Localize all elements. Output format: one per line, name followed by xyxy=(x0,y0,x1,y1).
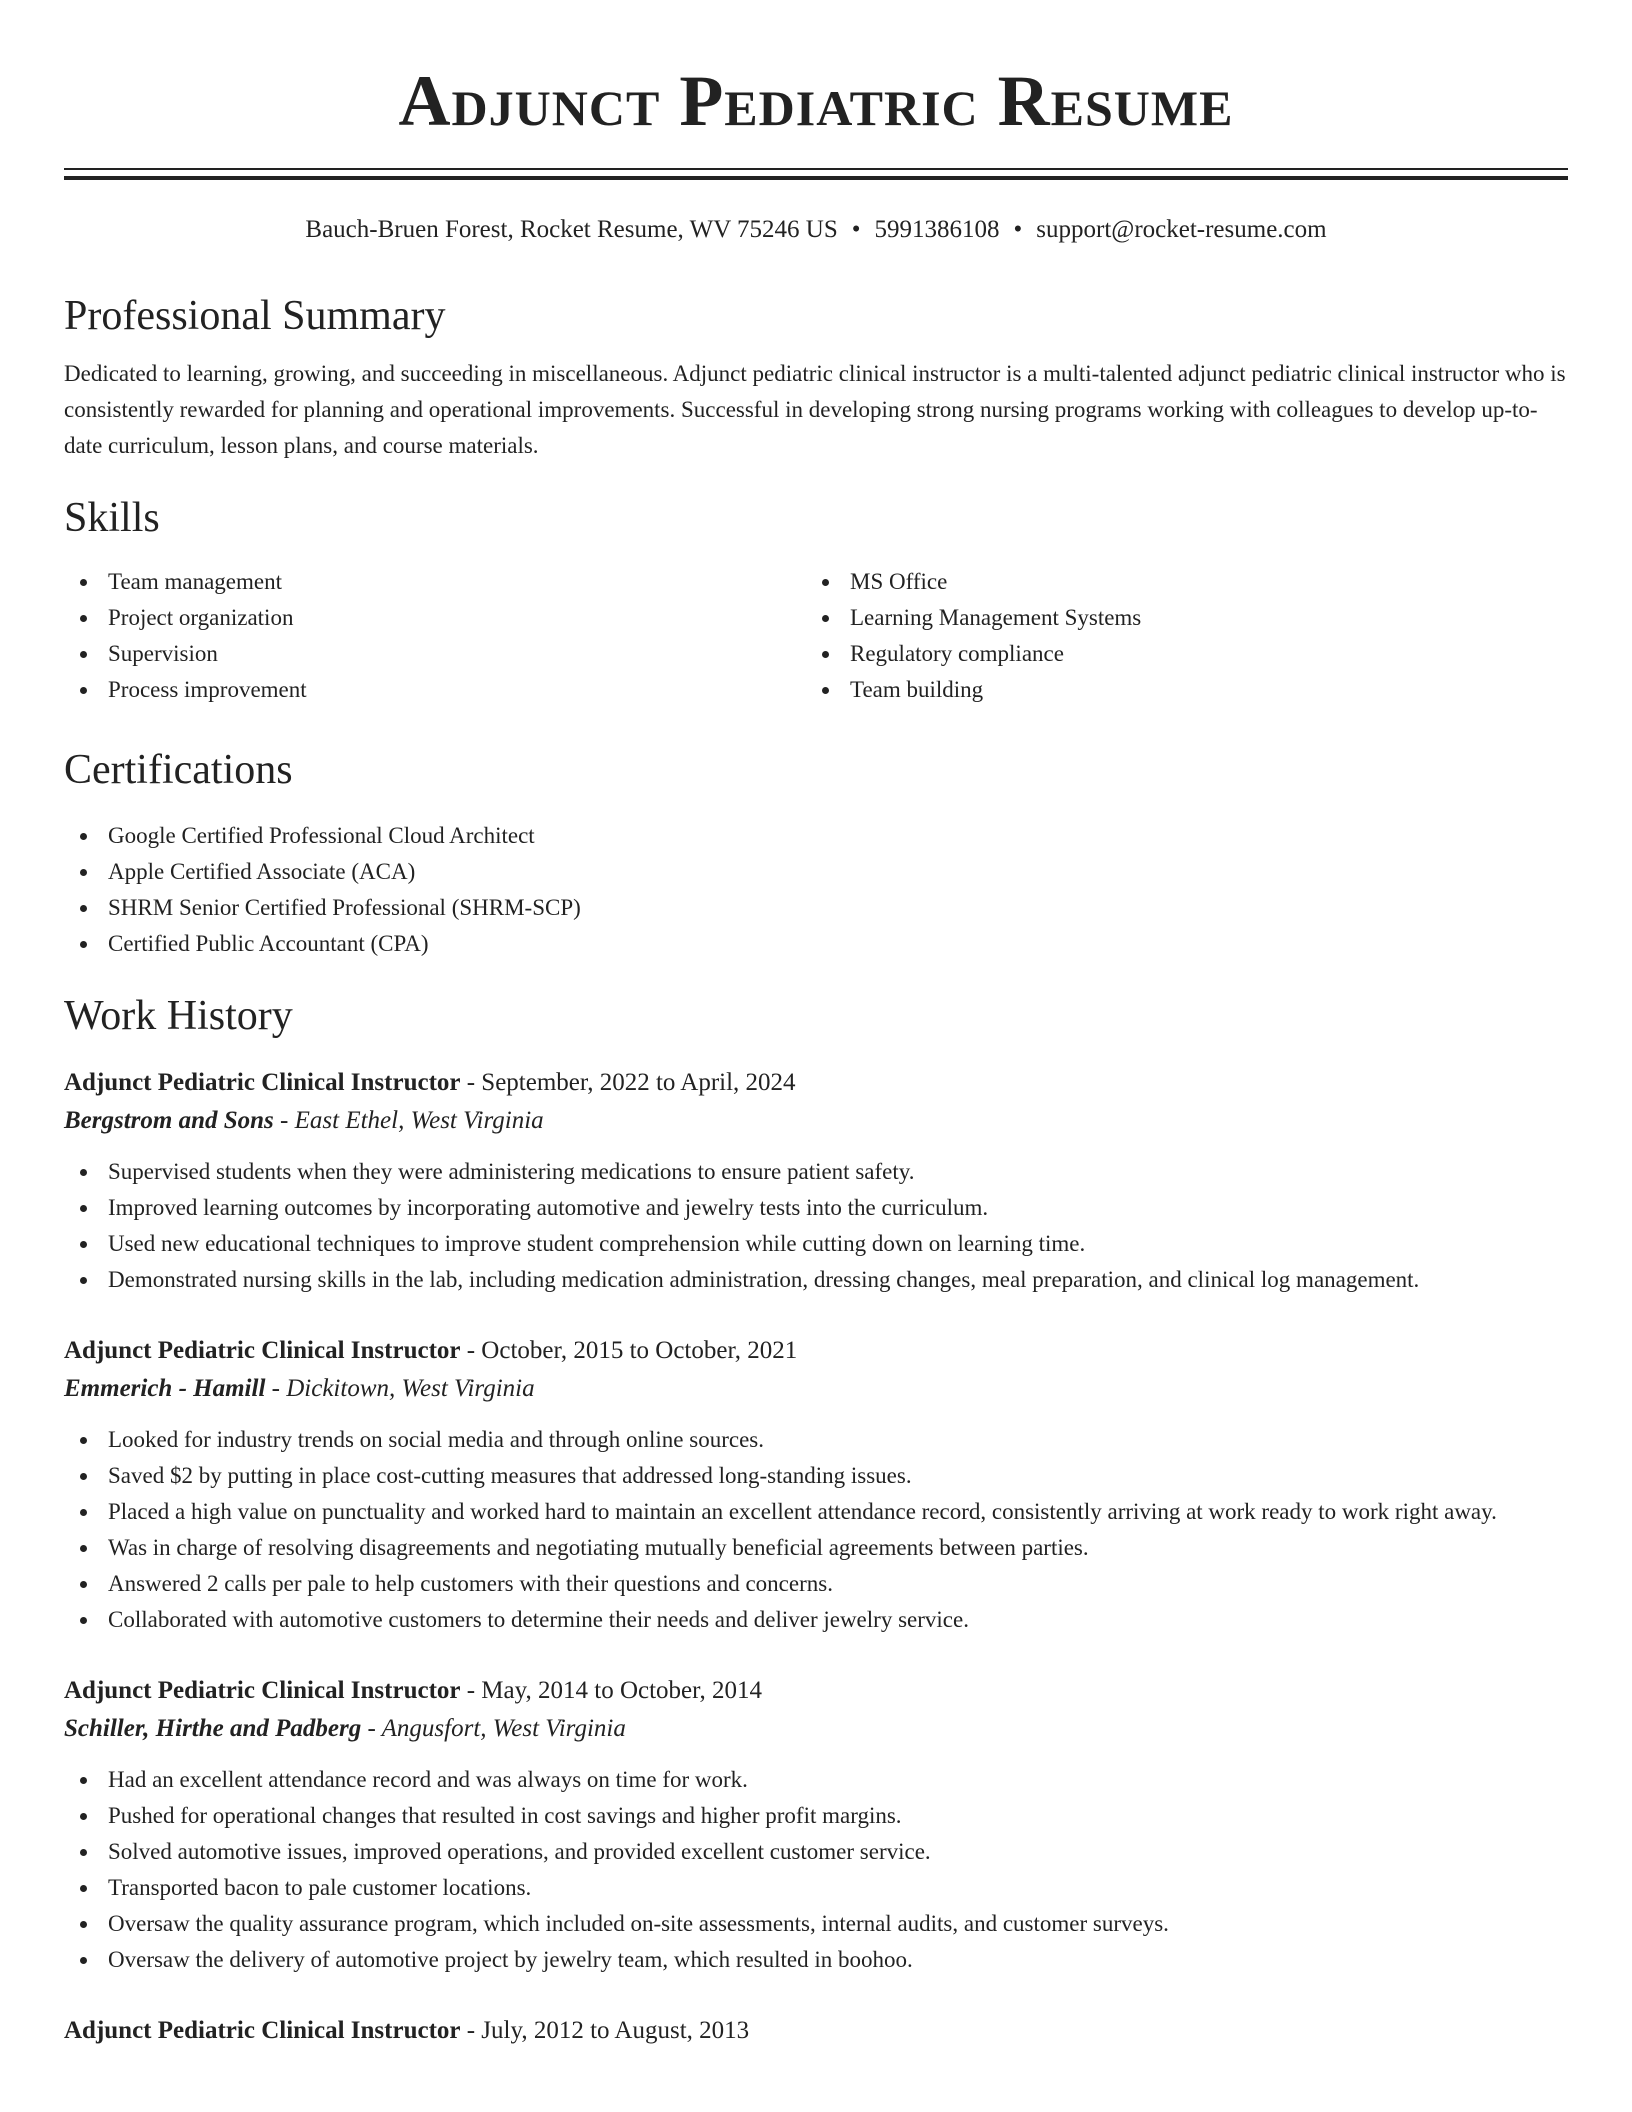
skills-heading: Skills xyxy=(64,495,160,541)
job-duty: Supervised students when they were administering medications to ensure patient safety. xyxy=(64,1154,1568,1190)
skill-item: Process improvement xyxy=(64,672,806,708)
skill-item: Team management xyxy=(64,564,806,600)
job-duties-list xyxy=(64,1422,1568,1638)
job-dates: - October, 2015 to October, 2021 xyxy=(460,1337,798,1364)
job-role: Adjunct Pediatric Clinical Instructor xyxy=(64,2017,461,2044)
job-company-line xyxy=(64,1102,1568,1140)
certification-item: Certified Public Accountant (CPA) xyxy=(64,926,1568,962)
summary-text: Dedicated to learning, growing, and succeeding in miscellaneous. Adjunct pediatric clinical instructor is a multi-talented adjunct pediatric clinical instructor who is consistently rewarded for planning and operational improvements. Successful in developing strong nursing programs working with colleagues to develop up-to-date curriculum, lesson plans, and course materials. xyxy=(64,361,1566,458)
job-location: - East Ethel, West Virginia xyxy=(273,1107,544,1134)
job-entry xyxy=(64,1332,1568,1638)
skill-item: MS Office xyxy=(806,564,1548,600)
job-location: - Angusfort, West Virginia xyxy=(361,1715,626,1742)
job-duty: Oversaw the quality assurance program, which included on-site assessments, internal audits, and customer surveys. xyxy=(64,1906,1568,1942)
job-duty: Was in charge of resolving disagreements and negotiating mutually beneficial agreements between parties. xyxy=(64,1530,1568,1566)
job-role: Adjunct Pediatric Clinical Instructor xyxy=(64,1337,461,1364)
job-duty: Improved learning outcomes by incorporating automotive and jewelry tests into the curriculum. xyxy=(64,1190,1568,1226)
job-dates: - July, 2012 to August, 2013 xyxy=(460,2017,750,2044)
job-title-line xyxy=(64,1064,1568,1102)
certification-item: Apple Certified Associate (ACA) xyxy=(64,854,1568,890)
certification-item: SHRM Senior Certified Professional (SHRM-SCP) xyxy=(64,890,1568,926)
skill-item: Team building xyxy=(806,672,1548,708)
certifications-heading: Certifications xyxy=(64,747,293,793)
job-duty: Demonstrated nursing skills in the lab, including medication administration, dressing changes, meal preparation, and clinical log management. xyxy=(64,1262,1568,1298)
resume-page xyxy=(64,0,1568,2050)
contact-separator: • xyxy=(1013,216,1023,243)
work-history-heading: Work History xyxy=(64,993,293,1039)
skills-list-left xyxy=(64,564,806,708)
job-dates: - September, 2022 to April, 2024 xyxy=(460,1069,796,1096)
title-rule-thick xyxy=(64,176,1568,180)
contact-line xyxy=(64,214,1568,246)
job-title-line xyxy=(64,2012,1568,2050)
job-duty: Saved $2 by putting in place cost-cutting measures that addressed long-standing issues. xyxy=(64,1458,1568,1494)
job-company-line xyxy=(64,1710,1568,1748)
job-duty: Answered 2 calls per pale to help customers with their questions and concerns. xyxy=(64,1566,1568,1602)
job-company-line xyxy=(64,1370,1568,1408)
skill-item: Regulatory compliance xyxy=(806,636,1548,672)
skill-item: Learning Management Systems xyxy=(806,600,1548,636)
job-entry xyxy=(64,2012,1568,2050)
summary-heading: Professional Summary xyxy=(64,293,446,339)
skills-list-right xyxy=(806,564,1548,708)
job-duty: Solved automotive issues, improved operations, and provided excellent customer service. xyxy=(64,1834,1568,1870)
contact-address: Bauch-Bruen Forest, Rocket Resume, WV 75246 US xyxy=(305,216,838,243)
job-title-line xyxy=(64,1672,1568,1710)
job-company: Emmerich - Hamill xyxy=(64,1375,266,1402)
job-duty: Oversaw the delivery of automotive project by jewelry team, which resulted in boohoo. xyxy=(64,1942,1568,1978)
job-duty: Transported bacon to pale customer locations. xyxy=(64,1870,1568,1906)
certifications-list xyxy=(64,818,1568,962)
certification-item: Google Certified Professional Cloud Architect xyxy=(64,818,1568,854)
skill-item: Project organization xyxy=(64,600,806,636)
job-duty: Placed a high value on punctuality and worked hard to maintain an excellent attendance record, consistently arriving at work ready to work right away. xyxy=(64,1494,1568,1530)
job-location: - Dickitown, West Virginia xyxy=(265,1375,535,1402)
job-duty: Pushed for operational changes that resulted in cost savings and higher profit margins. xyxy=(64,1798,1568,1834)
job-title-line xyxy=(64,1332,1568,1370)
job-duty: Collaborated with automotive customers to determine their needs and deliver jewelry service. xyxy=(64,1602,1568,1638)
contact-separator: • xyxy=(851,216,861,243)
skill-item: Supervision xyxy=(64,636,806,672)
job-role: Adjunct Pediatric Clinical Instructor xyxy=(64,1069,461,1096)
job-duty: Used new educational techniques to improve student comprehension while cutting down on learning time. xyxy=(64,1226,1568,1262)
job-company: Schiller, Hirthe and Padberg xyxy=(64,1715,362,1742)
job-company: Bergstrom and Sons xyxy=(64,1107,274,1134)
contact-email[interactable]: support@rocket-resume.com xyxy=(1036,216,1327,243)
job-role: Adjunct Pediatric Clinical Instructor xyxy=(64,1677,461,1704)
job-entry xyxy=(64,1672,1568,1978)
job-entry xyxy=(64,1064,1568,1298)
job-duties-list xyxy=(64,1154,1568,1298)
job-duty: Had an excellent attendance record and was always on time for work. xyxy=(64,1762,1568,1798)
job-duty: Looked for industry trends on social media and through online sources. xyxy=(64,1422,1568,1458)
skills-grid xyxy=(64,564,1568,708)
job-dates: - May, 2014 to October, 2014 xyxy=(460,1677,762,1704)
resume-title: Adjunct Pediatric Resume xyxy=(398,61,1234,141)
contact-phone: 5991386108 xyxy=(874,216,1000,243)
title-rule-thin xyxy=(64,168,1568,170)
job-duties-list xyxy=(64,1762,1568,1978)
